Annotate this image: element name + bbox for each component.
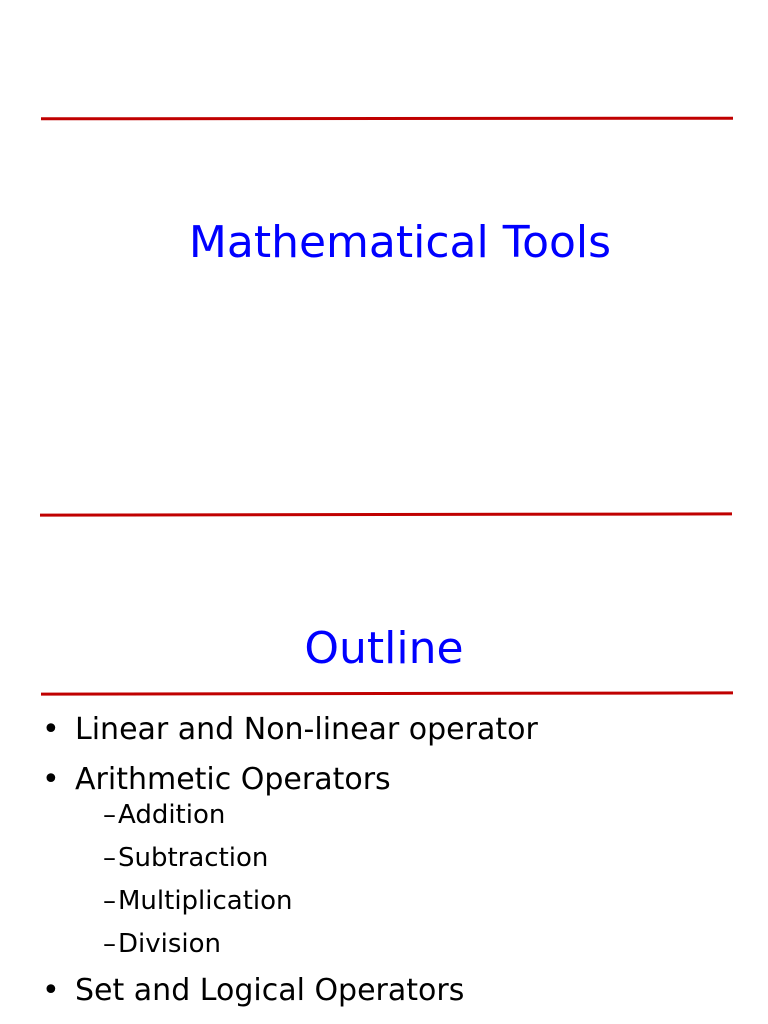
bullet-dot-icon: • bbox=[42, 762, 60, 797]
sub-bullet-item bbox=[85, 929, 538, 959]
outline-divider-line bbox=[41, 691, 733, 695]
bullet-item bbox=[40, 762, 538, 959]
sub-bullet-list bbox=[75, 800, 538, 959]
dash-icon: – bbox=[103, 886, 116, 916]
sub-bullet-text: Multiplication bbox=[118, 886, 293, 916]
bullet-text: Arithmetic Operators bbox=[75, 762, 391, 797]
slide-title: Mathematical Tools bbox=[188, 217, 612, 268]
sub-bullet-text: Division bbox=[118, 929, 222, 959]
sub-bullet-text: Addition bbox=[118, 800, 226, 830]
sub-bullet-text: Subtraction bbox=[118, 843, 269, 873]
bullet-item bbox=[40, 973, 538, 1009]
bullet-dot-icon: • bbox=[42, 712, 60, 747]
top-divider-line bbox=[41, 117, 733, 121]
dash-icon: – bbox=[103, 800, 116, 830]
outline-title: Outline bbox=[304, 623, 464, 674]
outline-bullet-list bbox=[40, 712, 538, 1023]
bullet-dot-icon: • bbox=[42, 973, 60, 1008]
slide-separator-line bbox=[40, 512, 732, 516]
sub-bullet-item bbox=[85, 800, 538, 830]
bullet-text: Set and Logical Operators bbox=[75, 973, 465, 1008]
bullet-item bbox=[40, 712, 538, 748]
bullet-text: Linear and Non-linear operator bbox=[75, 712, 538, 747]
dash-icon: – bbox=[103, 929, 116, 959]
sub-bullet-item bbox=[85, 886, 538, 916]
sub-bullet-item bbox=[85, 843, 538, 873]
dash-icon: – bbox=[103, 843, 116, 873]
